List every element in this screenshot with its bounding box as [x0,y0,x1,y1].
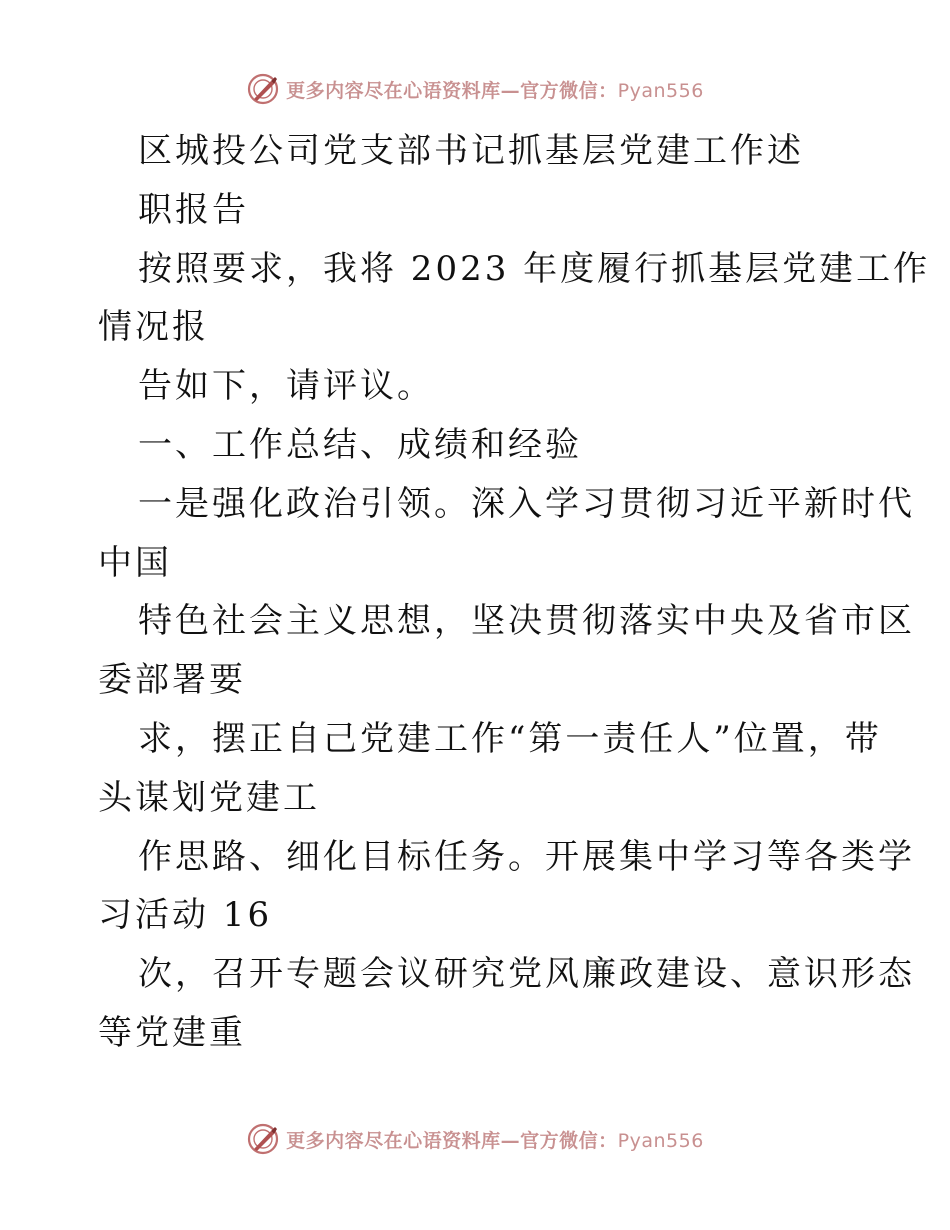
text-line: 特色社会主义思想，坚决贯彻落实中央及省市区 [138,601,915,642]
text-line: 作思路、细化目标任务。开展集中学习等各类学 [138,836,915,877]
pen-logo-icon [246,72,280,106]
watermark-wechat-id: Pyan556 [617,79,704,102]
text-line: 区城投公司党支部书记抓基层党建工作述 [138,131,804,171]
header-watermark [0,72,950,106]
document-body [98,122,931,1063]
text-line: 中国 [98,542,172,583]
text-line: 头谋划党建工 [98,777,320,818]
text-line: 告如下，请评议。 [138,366,434,407]
pen-logo-icon [246,1122,280,1156]
watermark-text: 更多内容尽在心语资料库—官方微信：Pyan556 [286,1129,704,1152]
text-line: 职报告 [138,189,249,230]
text-line: 次，召开专题会议研究党风廉政建设、意识形态 [138,954,915,995]
text-line: 一是强化政治引领。深入学习贯彻习近平新时代 [138,483,915,524]
text-line: 等党建重 [98,1012,246,1053]
text-line: 按照要求，我将 2023 年度履行抓基层党建工作 [138,248,931,289]
text-line: 一、工作总结、成绩和经验 [138,424,582,465]
text-line: 情况报 [98,307,209,348]
watermark-wechat-id: Pyan556 [617,1129,704,1152]
watermark-text: 更多内容尽在心语资料库—官方微信：Pyan556 [286,79,704,102]
footer-watermark [0,1122,950,1156]
text-line: 委部署要 [98,660,246,701]
text-line: 习活动 16 [98,895,273,936]
text-line: 求，摆正自己党建工作“第一责任人”位置，带 [138,718,882,759]
